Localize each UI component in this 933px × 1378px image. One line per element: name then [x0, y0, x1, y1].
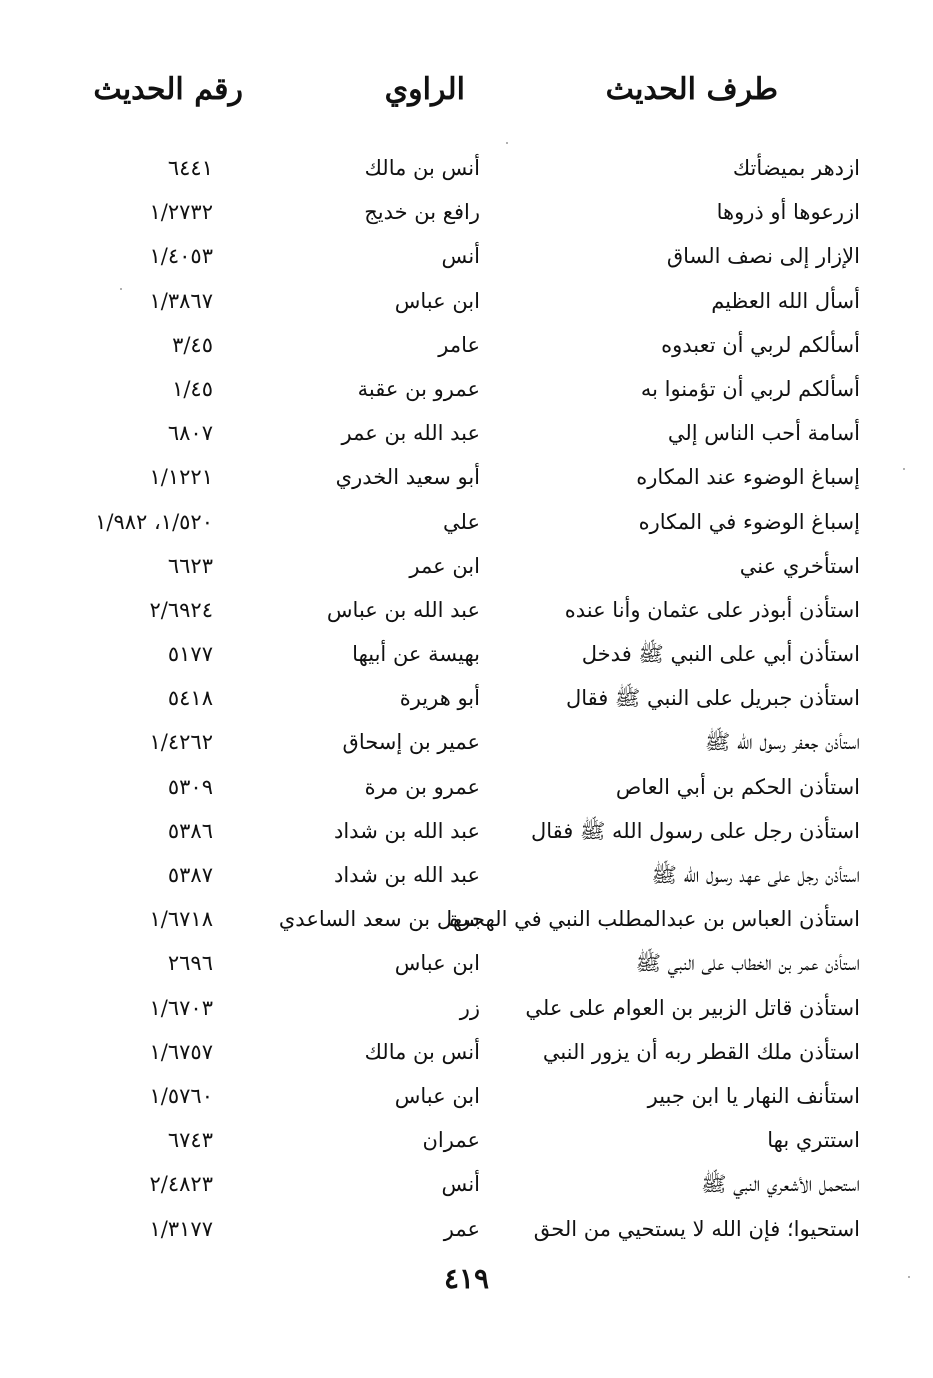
hadith-number-cell: ٦٧٤٣: [167, 1128, 213, 1153]
hadith-number-cell: ١/٣٨٦٧: [149, 288, 213, 313]
narrator-cell: بهيسة عن أبيها: [352, 642, 480, 667]
hadith-number-cell: ٢/٦٩٢٤: [149, 597, 213, 622]
table-row: [0, 236, 933, 280]
hadith-start-cell: استأذن ملك القطر ربه أن يزور النبي: [542, 1039, 860, 1064]
hadith-start-cell: أسامة أحب الناس إلي: [667, 421, 860, 446]
scan-speck: [908, 1276, 910, 1278]
table-row: [0, 281, 933, 325]
hadith-number-cell: ٦٨٠٧: [167, 421, 213, 446]
hadith-number-cell: ٦٦٢٣: [167, 553, 213, 578]
narrator-cell: أنس: [441, 1172, 480, 1197]
table-row: [0, 502, 933, 546]
hadith-start-cell: استأذن أبوذر على عثمان وأنا عنده: [564, 597, 860, 622]
table-row: [0, 369, 933, 413]
hadith-start-cell: أسألكم لربي أن تعبدوه: [661, 332, 860, 357]
hadith-number-cell: ٥٣٠٩: [167, 774, 213, 799]
table-row: [0, 899, 933, 943]
table-row: [0, 325, 933, 369]
hadith-number-cell: ١/٥٢٠، ١/٩٨٢: [95, 509, 213, 534]
hadith-start-cell: إسباغ الوضوء في المكاره: [638, 509, 860, 534]
table-row: [0, 590, 933, 634]
narrator-cell: عمرو بن عقبة: [357, 376, 480, 401]
hadith-number-cell: ٥٣٨٦: [167, 818, 213, 843]
table-row: [0, 678, 933, 722]
hadith-start-cell: ازرعوها أو ذروها: [716, 200, 860, 225]
table-row: [0, 413, 933, 457]
hadith-start-cell: استأذن جبريل على النبي ﷺ فقال: [565, 686, 860, 711]
page-number: ٤١٩: [443, 1262, 490, 1295]
narrator-cell: أبو سعيد الخدري: [335, 465, 480, 490]
hadith-number-cell: ١/٦٧٠٣: [149, 995, 213, 1020]
scan-speck: [903, 468, 905, 470]
header-hadith-start: طرف الحديث: [605, 72, 778, 107]
narrator-cell: ابن عباس: [394, 951, 480, 976]
hadith-start-cell: استأنف النهار يا ابن جبير: [647, 1083, 860, 1108]
narrator-cell: عمر: [443, 1216, 480, 1241]
hadith-number-cell: ٥٣٨٧: [167, 863, 213, 887]
hadith-number-cell: ٥٤١٨: [167, 686, 213, 711]
narrator-cell: أنس: [441, 244, 480, 269]
hadith-start-cell: أسألكم لربي أن تؤمنوا به: [640, 376, 860, 401]
table-row: [0, 811, 933, 855]
narrator-cell: علي: [443, 509, 480, 534]
header-narrator: الراوي: [384, 72, 465, 107]
table-row: [0, 855, 933, 899]
hadith-start-cell: استأذن العباس بن عبدالمطلب النبي في الهجرة: [449, 907, 860, 932]
hadith-number-cell: ١/٥٧٦٠: [149, 1083, 213, 1108]
scan-speck: [120, 288, 122, 290]
narrator-cell: عبد الله بن عمر: [341, 421, 480, 446]
table-row: [0, 1164, 933, 1208]
narrator-cell: عمير بن إسحاق: [342, 730, 480, 755]
table-row: [0, 457, 933, 501]
hadith-start-cell: إسباغ الوضوء عند المكاره: [636, 465, 860, 490]
hadith-start-cell: استحمل الأشعري النبي ﷺ: [701, 1172, 860, 1197]
narrator-cell: عبد الله بن شداد: [334, 863, 480, 887]
table-row: [0, 1076, 933, 1120]
hadith-number-cell: ١/٦٧٥٧: [149, 1039, 213, 1064]
narrator-cell: أبو هريرة: [399, 686, 480, 711]
hadith-start-cell: أسأل الله العظيم: [711, 288, 860, 313]
table-row: [0, 943, 933, 987]
table-row: [0, 634, 933, 678]
narrator-cell: ابن عباس: [394, 1083, 480, 1108]
hadith-start-cell: استأذن رجل على رسول الله ﷺ فقال: [531, 818, 860, 843]
table-body: [0, 148, 933, 1253]
hadith-start-cell: استأذن جعفر رسول الله ﷺ: [704, 730, 860, 755]
table-row: [0, 546, 933, 590]
narrator-cell: عبد الله بن عباس: [326, 597, 480, 622]
hadith-number-cell: ٣/٤٥: [172, 332, 213, 357]
narrator-cell: ابن عباس: [394, 288, 480, 313]
narrator-cell: أنس بن مالك: [364, 156, 480, 180]
hadith-start-cell: استتري بها: [767, 1128, 860, 1153]
narrator-cell: عمران: [422, 1128, 480, 1153]
narrator-cell: زر: [459, 995, 480, 1020]
narrator-cell: أنس بن مالك: [364, 1039, 480, 1064]
narrator-cell: سهل بن سعد الساعدي: [278, 907, 480, 932]
hadith-number-cell: ٢٦٩٦: [167, 951, 213, 976]
hadith-number-cell: ١/١٢٢١: [149, 465, 213, 490]
hadith-number-cell: ١/٤٥: [172, 376, 213, 401]
hadith-number-cell: ٥١٧٧: [167, 642, 213, 667]
table-row: [0, 1209, 933, 1253]
hadith-number-cell: ١/٣١٧٧: [149, 1216, 213, 1241]
narrator-cell: عامر: [438, 332, 480, 357]
hadith-start-cell: استأذن عمر بن الخطاب على النبي ﷺ: [635, 951, 860, 976]
hadith-start-cell: الإزار إلى نصف الساق: [666, 244, 860, 269]
table-row: [0, 722, 933, 766]
hadith-start-cell: استأذن رجل على عهد رسول الله ﷺ: [651, 863, 860, 887]
hadith-start-cell: ازدهر بميضأتك: [732, 156, 860, 180]
narrator-cell: عمرو بن مرة: [364, 774, 480, 799]
hadith-number-cell: ١/٢٧٣٢: [149, 200, 213, 225]
header-hadith-number: رقم الحديث: [93, 72, 243, 107]
hadith-number-cell: ٦٤٤١: [167, 156, 213, 180]
table-header: [0, 72, 933, 122]
hadith-number-cell: ١/٦٧١٨: [149, 907, 213, 932]
hadith-start-cell: استأذن قاتل الزبير بن العوام على علي: [525, 995, 860, 1020]
hadith-number-cell: ١/٤٠٥٣: [149, 244, 213, 269]
table-row: [0, 1032, 933, 1076]
narrator-cell: رافع بن خديج: [364, 200, 480, 225]
narrator-cell: ابن عمر: [409, 553, 480, 578]
table-row: [0, 148, 933, 192]
scan-speck: [506, 142, 508, 144]
table-row: [0, 767, 933, 811]
hadith-start-cell: استأذن الحكم بن أبي العاص: [615, 774, 860, 799]
hadith-number-cell: ١/٤٢٦٢: [149, 730, 213, 755]
table-row: [0, 988, 933, 1032]
hadith-number-cell: ٢/٤٨٢٣: [149, 1172, 213, 1197]
table-row: [0, 1120, 933, 1164]
hadith-start-cell: استأخري عني: [739, 553, 860, 578]
narrator-cell: عبد الله بن شداد: [334, 818, 480, 843]
table-row: [0, 192, 933, 236]
hadith-start-cell: استأذن أبي على النبي ﷺ فدخل: [581, 642, 860, 667]
hadith-start-cell: استحيوا؛ فإن الله لا يستحيي من الحق: [533, 1216, 860, 1241]
